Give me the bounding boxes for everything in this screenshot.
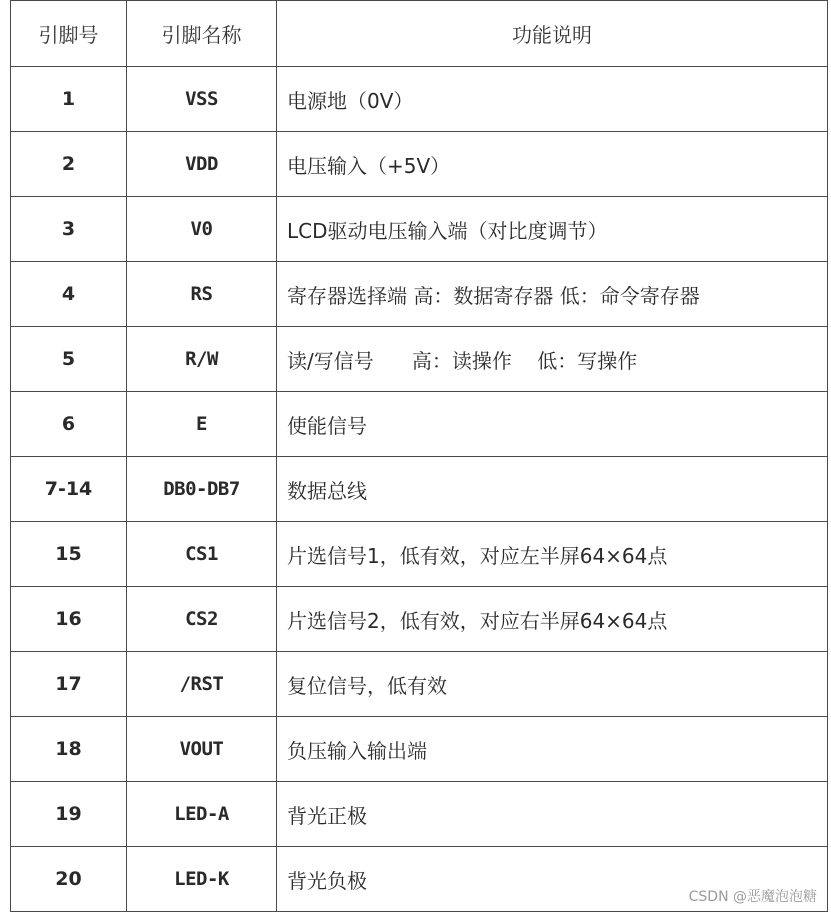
function-cell: 寄存器选择端 高：数据寄存器 低：命令寄存器	[277, 262, 828, 327]
pin-number-cell: 4	[11, 262, 127, 327]
pin-name-cell: LED-K	[127, 847, 277, 912]
pin-name-cell: VOUT	[127, 717, 277, 782]
pin-name-cell: V0	[127, 197, 277, 262]
table-row	[11, 522, 828, 587]
pin-name-cell: E	[127, 392, 277, 457]
table-body	[11, 67, 828, 912]
pin-name-cell: CS2	[127, 587, 277, 652]
header-function: 功能说明	[277, 1, 828, 67]
table-row	[11, 67, 828, 132]
table-row	[11, 392, 828, 457]
table-row	[11, 262, 828, 327]
function-cell: LCD驱动电压输入端（对比度调节）	[277, 197, 828, 262]
table-row	[11, 197, 828, 262]
function-cell: 数据总线	[277, 457, 828, 522]
function-cell: 电源地（0V）	[277, 67, 828, 132]
pin-number-cell: 17	[11, 652, 127, 717]
table-row	[11, 457, 828, 522]
table-row	[11, 132, 828, 197]
pin-name-cell: DB0-DB7	[127, 457, 277, 522]
pin-number-cell: 1	[11, 67, 127, 132]
function-cell: 片选信号2，低有效，对应右半屏64×64点	[277, 587, 828, 652]
function-cell: 复位信号，低有效	[277, 652, 828, 717]
pin-number-cell: 16	[11, 587, 127, 652]
table-row	[11, 652, 828, 717]
function-cell: 背光正极	[277, 782, 828, 847]
pin-number-cell: 7-14	[11, 457, 127, 522]
function-cell: 使能信号	[277, 392, 828, 457]
pin-name-cell: LED-A	[127, 782, 277, 847]
pin-number-cell: 2	[11, 132, 127, 197]
table-header	[11, 1, 828, 67]
function-cell: 片选信号1，低有效，对应左半屏64×64点	[277, 522, 828, 587]
table-row	[11, 327, 828, 392]
pin-name-cell: /RST	[127, 652, 277, 717]
pin-number-cell: 3	[11, 197, 127, 262]
table-row	[11, 717, 828, 782]
function-cell: 电压输入（+5V）	[277, 132, 828, 197]
pin-number-cell: 18	[11, 717, 127, 782]
pin-number-cell: 5	[11, 327, 127, 392]
table-row	[11, 587, 828, 652]
header-pin-name: 引脚名称	[127, 1, 277, 67]
pin-name-cell: VSS	[127, 67, 277, 132]
pin-name-cell: R/W	[127, 327, 277, 392]
function-cell: 背光负极	[277, 847, 828, 912]
function-cell: 负压输入输出端	[277, 717, 828, 782]
pin-number-cell: 15	[11, 522, 127, 587]
pin-number-cell: 6	[11, 392, 127, 457]
pin-number-cell: 20	[11, 847, 127, 912]
pin-number-cell: 19	[11, 782, 127, 847]
pin-table	[10, 0, 828, 912]
pin-name-cell: VDD	[127, 132, 277, 197]
pin-name-cell: CS1	[127, 522, 277, 587]
table-row	[11, 782, 828, 847]
csdn-watermark: CSDN @恶魔泡泡糖	[688, 889, 817, 905]
header-pin-number: 引脚号	[11, 1, 127, 67]
function-cell: 读/写信号 高：读操作 低：写操作	[277, 327, 828, 392]
pin-name-cell: RS	[127, 262, 277, 327]
header-row	[11, 1, 828, 67]
